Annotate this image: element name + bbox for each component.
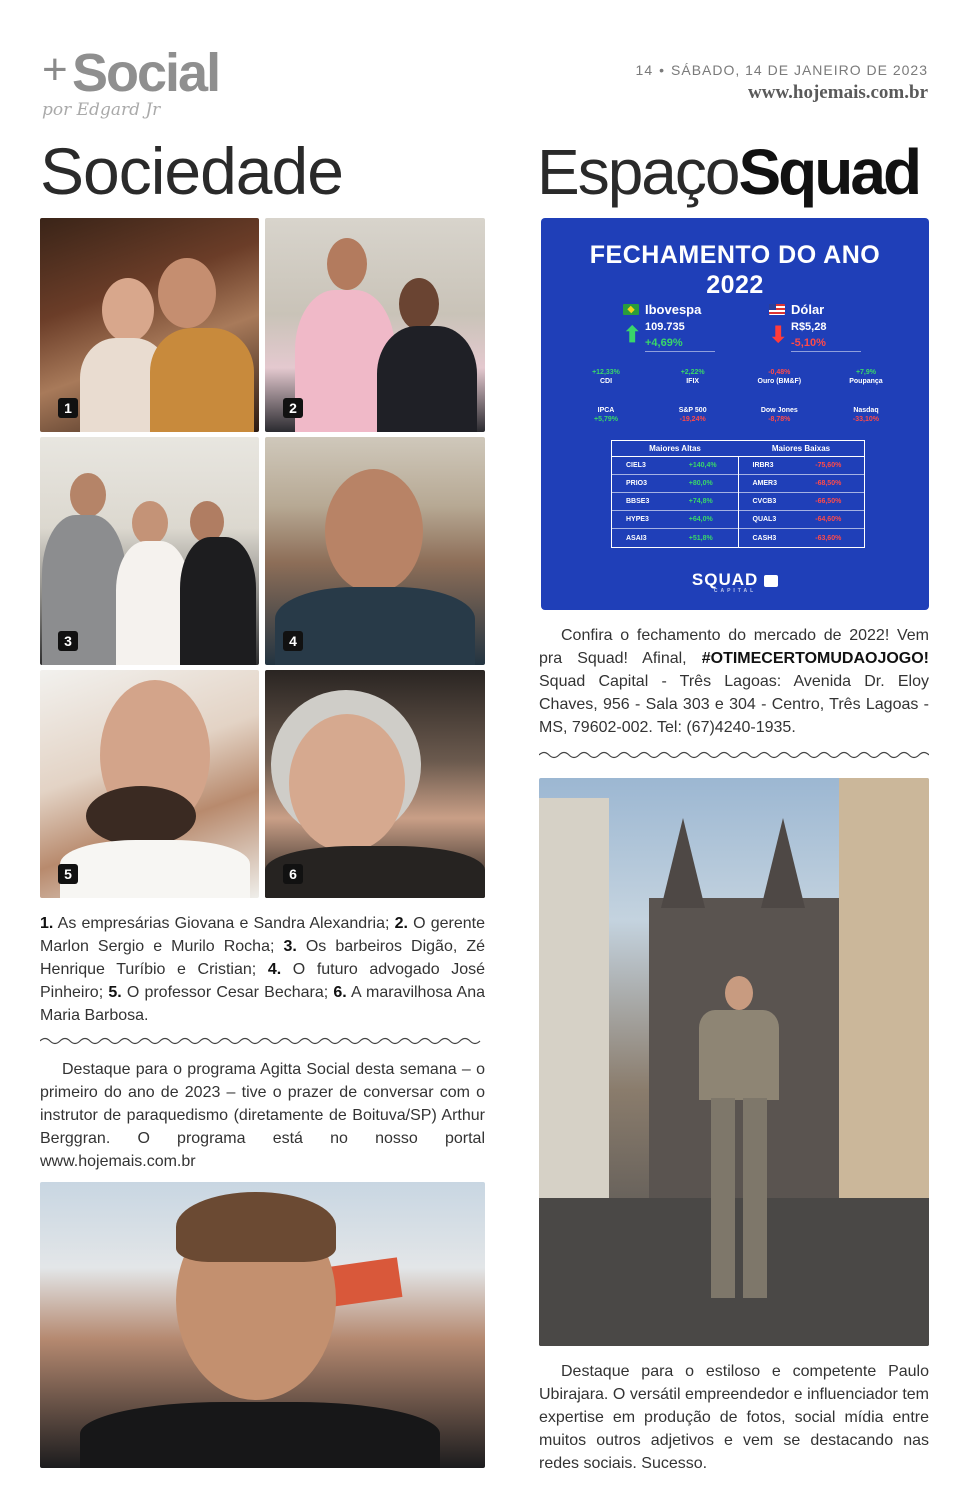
- indicator-cell: -0,48% Ouro (BM&F): [757, 369, 802, 385]
- photo-number-badge: 2: [283, 398, 303, 418]
- table-header-highs: Maiores Altas: [649, 444, 701, 453]
- card-title: FECHAMENTO DO ANO 2022: [589, 241, 881, 299]
- caption-item: 4. O futuro advogado José Pinheiro;: [40, 961, 486, 1001]
- arrow-up-icon: ⬆: [623, 322, 642, 347]
- photo-1: [40, 218, 259, 432]
- section-title-sociedade: Sociedade: [40, 134, 343, 208]
- photo-3: [40, 437, 259, 665]
- agitta-paragraph: Destaque para o programa Agitta Social desta semana – o primeiro do ano de 2023 – tive o prazer de conversar com o instrutor de paraquedismo (diretamente de Boituva/SP) Arthur Berggran. O programa está no nosso portal www.hojemais.com.br: [40, 1061, 485, 1170]
- squad-logo-icon: [764, 575, 778, 587]
- wavy-divider: [539, 750, 929, 760]
- dolar-quote: Dólar R$5,28 -5,10%: [769, 302, 899, 352]
- caption-item: 6. A maravilhosa Ana Maria Barbosa.: [40, 984, 485, 1024]
- photo-number-badge: 1: [58, 398, 78, 418]
- hashtag: #OTIMECERTOMUDAOJOGO!: [701, 650, 930, 667]
- caption-item: 1. As empresárias Giovana e Sandra Alexandria;: [40, 915, 390, 932]
- caption-item: 2. O gerente Marlon Sergio e Murilo Rocha;: [40, 915, 486, 955]
- wavy-divider: [40, 1036, 485, 1046]
- indicator-cell: IPCA +5,79%: [594, 407, 618, 423]
- brand-plus: +: [42, 45, 68, 94]
- indicator-cell: +2,22% IFIX: [680, 369, 705, 385]
- brazil-flag-icon: [623, 304, 639, 315]
- ibovespa-quote: Ibovespa 109.735 +4,69%: [623, 302, 753, 352]
- issue-line: [636, 62, 928, 78]
- indicator-cell: +7,9% Poupança: [849, 369, 883, 385]
- table-header-lows: Maiores Baixas: [771, 444, 831, 453]
- table-row: BBSE3 +74,8% CVCB3 -66,50%: [612, 493, 864, 511]
- photo-6: [265, 670, 485, 898]
- indicators-row-1: [571, 368, 901, 386]
- indicators-row-2: [571, 406, 901, 424]
- indicator-cell: Nasdaq -33,10%: [852, 407, 879, 423]
- photo-number-badge: 3: [58, 631, 78, 651]
- brand-name: Social: [72, 43, 220, 103]
- page-number: 14: [635, 62, 654, 78]
- photo-number-badge: 6: [283, 864, 303, 884]
- issue-date: SÁBADO, 14 DE JANEIRO DE 2023: [671, 62, 928, 78]
- squad-paragraph: Confira o fechamento do mercado de 2022! Vem pra Squad! Afinal, #OTIMECERTOMUDAOJOGO! Squad Capital - Três Lagoas: Avenida Dr. Eloy Chaves, 956 - Sala 303 e 304 - Centro, Três Lagoas - MS, 79602-002. Tel: (67)4240-1935.: [539, 627, 930, 736]
- photo-captions: [40, 912, 485, 1027]
- caption-item: 3. Os barbeiros Digão, Zé Henrique Turíbio e Cristian;: [40, 938, 486, 978]
- table-row: CIEL3 +140,4% IRBR3 -75,60%: [612, 457, 864, 475]
- separator: •: [659, 62, 666, 78]
- cathedral-photo: [539, 778, 929, 1346]
- site-url[interactable]: www.hojemais.com.br: [748, 82, 928, 103]
- caption-item: 5. O professor Cesar Bechara;: [108, 984, 329, 1001]
- photo-number-badge: 4: [283, 631, 303, 651]
- arrow-down-icon: ⬇: [769, 322, 788, 347]
- indicator-cell: Dow Jones -8,78%: [760, 407, 798, 423]
- video-screenshot-photo: [40, 1182, 485, 1468]
- photo-2: [265, 218, 485, 432]
- highs-lows-table: [611, 440, 865, 548]
- paulo-paragraph: Destaque para o estiloso e competente Paulo Ubirajara. O versátil empreendedor e influenciador tem expertise em produção de fotos, social mídia entre muitos outros adjetivos e vem se destacando nas redes sociais. Sucesso.: [539, 1363, 929, 1472]
- brand-author: por Edgard Jr: [42, 100, 161, 120]
- title-bold-part: Squad: [738, 136, 920, 208]
- table-row: PRIO3 +80,0% AMER3 -68,50%: [612, 475, 864, 493]
- indicator-cell: S&P 500 -19,24%: [678, 407, 707, 423]
- photo-number-badge: 5: [58, 864, 78, 884]
- photo-4: [265, 437, 485, 665]
- table-header: [612, 441, 864, 457]
- squad-logo: SQUAD CAPITAL: [541, 570, 929, 594]
- table-row: HYPE3 +64,0% QUAL3 -64,60%: [612, 511, 864, 529]
- section-title-espaco-squad: [537, 136, 920, 208]
- table-row: ASAI3 +51,8% CASH3 -63,60%: [612, 529, 864, 547]
- photo-5: [40, 670, 259, 898]
- squad-year-end-card: [541, 218, 929, 610]
- title-light-part: Espaço: [537, 136, 739, 208]
- indicator-cell: +12,33% CDI: [592, 369, 620, 385]
- usa-flag-icon: [769, 304, 785, 315]
